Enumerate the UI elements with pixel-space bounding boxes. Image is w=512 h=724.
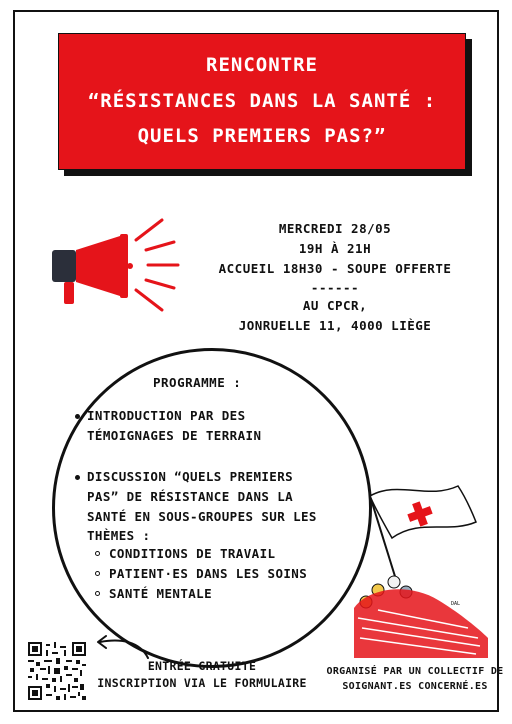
megaphone-icon xyxy=(50,210,190,320)
sub-bullet-icon xyxy=(95,551,100,556)
arrow-icon xyxy=(92,632,152,662)
title-banner xyxy=(58,33,466,170)
illustration-flag-crowd xyxy=(348,478,498,658)
organizer-line-2: SOIGNANT.ES CONCERNÉ.ES xyxy=(342,681,488,692)
program-item-1-line-1: INTRODUCTION PAR DES xyxy=(87,408,246,423)
bullet-icon xyxy=(75,414,80,419)
theme-3: SANTÉ MENTALE xyxy=(109,586,213,601)
program-title: PROGRAMME : xyxy=(153,375,242,390)
registration-text: INSCRIPTION VIA LE FORMULAIRE xyxy=(97,676,307,690)
event-time: 19H À 21H xyxy=(298,241,372,256)
theme-2: PATIENT·ES DANS LES SOINS xyxy=(109,566,308,581)
program-circle xyxy=(52,348,372,668)
theme-1: CONDITIONS DE TRAVAIL xyxy=(109,546,276,561)
banner-line-3: QUELS PREMIERS PAS?” xyxy=(137,125,387,147)
banner-line-2: “RÉSISTANCES DANS LA SANTÉ : xyxy=(87,90,437,112)
program-item-2-line-4: THÈMES : xyxy=(87,528,151,543)
event-address: JONRUELLE 11, 4000 LIÈGE xyxy=(238,318,432,333)
entry-free: ENTRÉE GRATUITE xyxy=(147,659,257,673)
event-place: AU CPCR, xyxy=(302,298,368,313)
organizer-line-1: ORGANISÉ PAR UN COLLECTIF DE xyxy=(326,666,504,677)
sub-bullet-icon xyxy=(95,591,100,596)
bullet-icon xyxy=(75,475,80,480)
event-welcome: ACCUEIL 18H30 - SOUPE OFFERTE xyxy=(218,261,452,276)
banner-line-1: RENCONTRE xyxy=(206,54,318,76)
event-date: MERCREDI 28/05 xyxy=(278,221,392,236)
qr-code[interactable] xyxy=(28,642,86,700)
program-item-2-line-2: PAS” DE RÉSISTANCE DANS LA xyxy=(87,489,294,504)
program-item-2-line-1: DISCUSSION “QUELS PREMIERS xyxy=(87,469,294,484)
sub-bullet-icon xyxy=(95,571,100,576)
svg-text:DAL: DAL xyxy=(451,601,461,607)
program-item-1-line-2: TÉMOIGNAGES DE TERRAIN xyxy=(87,428,262,443)
program-item-2-line-3: SANTÉ EN SOUS-GROUPES SUR LES xyxy=(87,509,317,524)
event-separator: ------ xyxy=(310,280,360,295)
